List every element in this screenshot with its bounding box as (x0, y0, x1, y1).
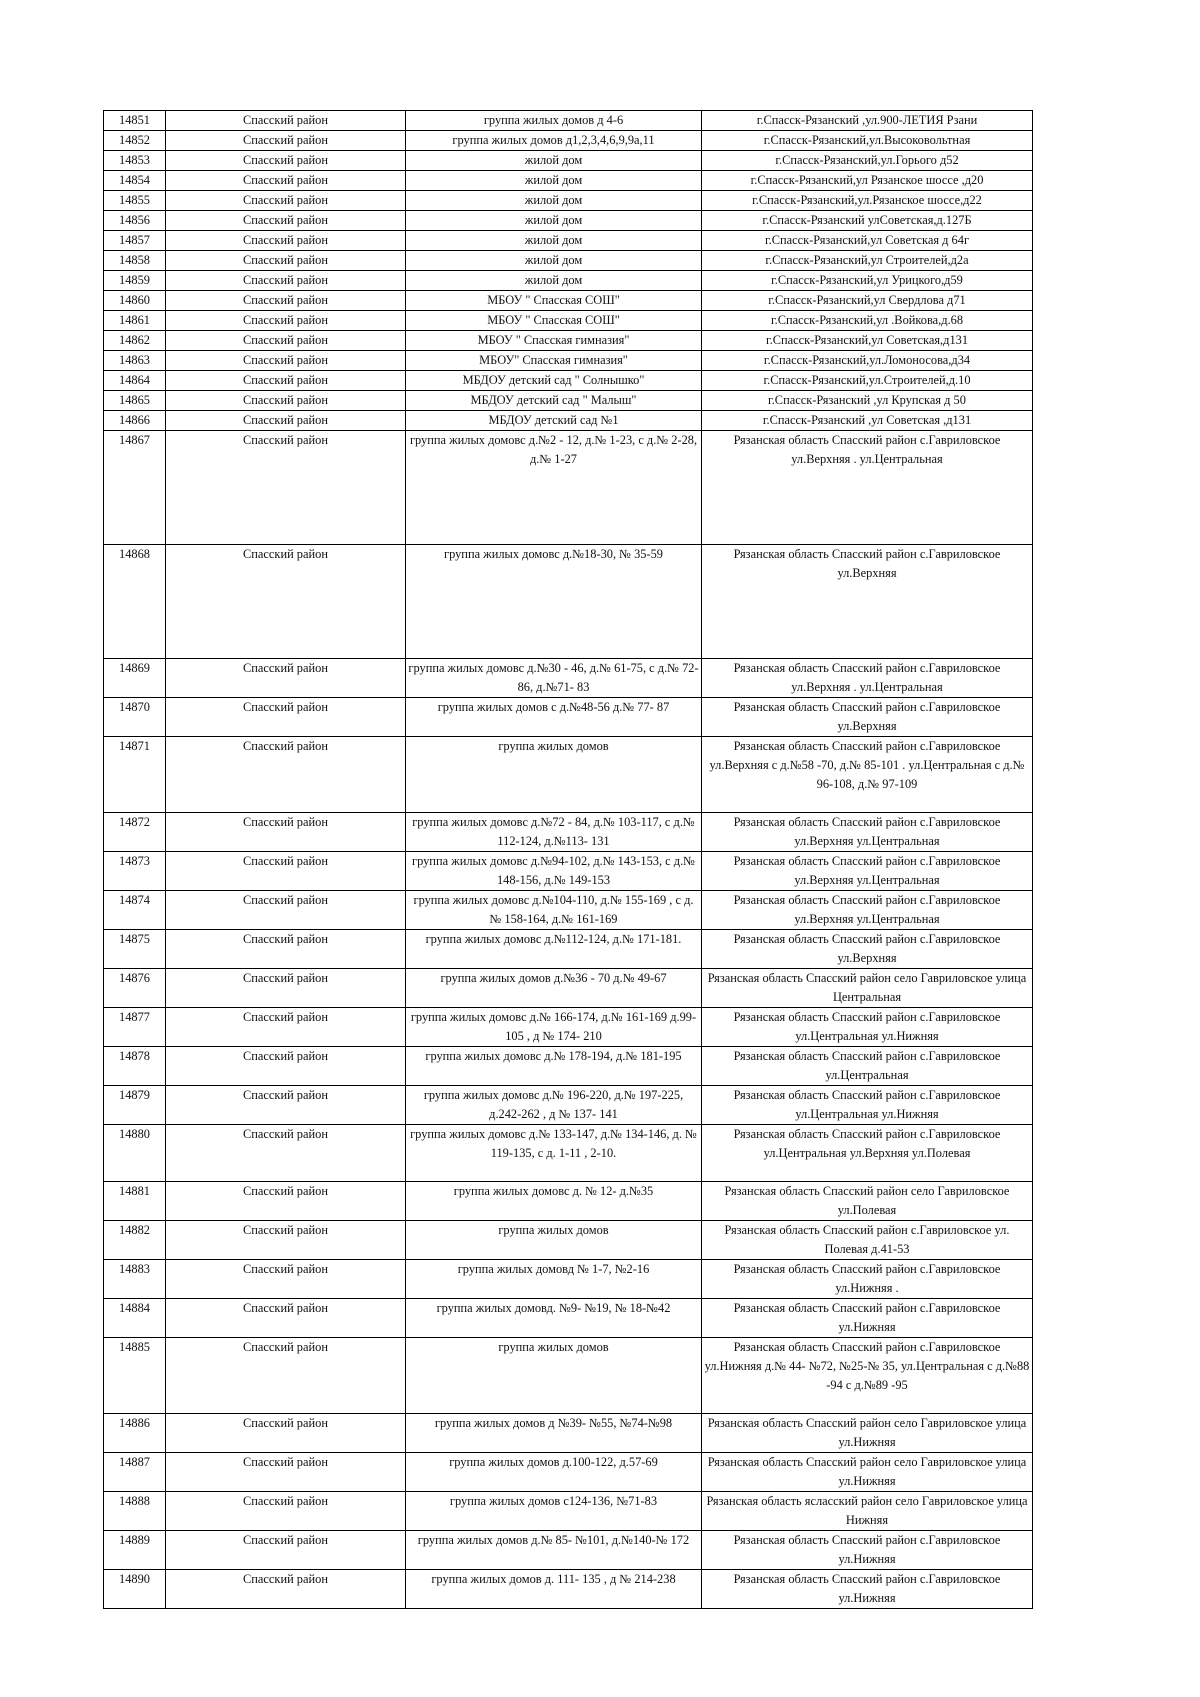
address-cell: Рязанская область Спасский район с.Гавриловское ул.Нижняя (702, 1531, 1033, 1570)
table-row (104, 1008, 1033, 1047)
object-cell: МБДОУ детский сад " Солнышко" (406, 371, 702, 391)
address-cell: Рязанская область Спасский район с.Гавриловское ул.Нижняя д.№ 44- №72, №25-№ 35, ул.Центральная с д.№88 -94 с д.№89 -95 (702, 1338, 1033, 1414)
district-cell: Спасский район (166, 1008, 406, 1047)
table-row (104, 813, 1033, 852)
address-cell: г.Спасск-Рязанский,ул.Ломоносова,д34 (702, 351, 1033, 371)
table-row (104, 331, 1033, 351)
address-cell: Рязанская область Спасский район с.Гавриловское ул.Верхняя ул.Центральная (702, 813, 1033, 852)
district-cell: Спасский район (166, 1453, 406, 1492)
row-number: 14876 (104, 969, 166, 1008)
district-cell: Спасский район (166, 1260, 406, 1299)
table-row (104, 1086, 1033, 1125)
district-cell: Спасский район (166, 251, 406, 271)
address-cell: г.Спасск-Рязанский ,ул.900-ЛЕТИЯ Рзани (702, 111, 1033, 131)
district-cell: Спасский район (166, 371, 406, 391)
row-number: 14881 (104, 1182, 166, 1221)
address-cell: г.Спасск-Рязанский,ул Советская д 64г (702, 231, 1033, 251)
district-cell: Спасский район (166, 852, 406, 891)
object-cell: группа жилых домов (406, 1221, 702, 1260)
object-cell: группа жилых домовд № 1-7, №2-16 (406, 1260, 702, 1299)
row-number: 14883 (104, 1260, 166, 1299)
row-number: 14856 (104, 211, 166, 231)
object-cell: группа жилых домовс д.№30 - 46, д.№ 61-75, с д.№ 72-86, д.№71- 83 (406, 659, 702, 698)
district-cell: Спасский район (166, 1221, 406, 1260)
address-cell: г.Спасск-Рязанский,ул Рязанское шоссе ,д20 (702, 171, 1033, 191)
table-row (104, 891, 1033, 930)
table-row (104, 1299, 1033, 1338)
address-cell: Рязанская область Спасский район село Гавриловское ул.Полевая (702, 1182, 1033, 1221)
address-cell: Рязанская область Спасский район с.Гавриловское ул.Верхняя ул.Центральная (702, 891, 1033, 930)
row-number: 14852 (104, 131, 166, 151)
row-number: 14869 (104, 659, 166, 698)
district-cell: Спасский район (166, 151, 406, 171)
address-cell: г.Спасск-Рязанский ,ул Крупская д 50 (702, 391, 1033, 411)
object-cell: группа жилых домовс д. № 12- д.№35 (406, 1182, 702, 1221)
table-row (104, 151, 1033, 171)
address-cell: Рязанская область Спасский район с.Гавриловское ул.Нижняя (702, 1570, 1033, 1609)
district-cell: Спасский район (166, 211, 406, 231)
district-cell: Спасский район (166, 737, 406, 813)
table-row (104, 131, 1033, 151)
row-number: 14871 (104, 737, 166, 813)
address-cell: Рязанская область Спасский район с.Гавриловское ул.Верхняя ул.Центральная (702, 852, 1033, 891)
address-cell: Рязанская область Спасский район с.Гавриловское ул.Центральная ул.Нижняя (702, 1086, 1033, 1125)
district-cell: Спасский район (166, 1086, 406, 1125)
object-cell: группа жилых домов д №39- №55, №74-№98 (406, 1414, 702, 1453)
address-cell: Рязанская область Спасский район с.Гавриловское ул.Нижняя . (702, 1260, 1033, 1299)
table-row (104, 231, 1033, 251)
table-row (104, 271, 1033, 291)
row-number: 14867 (104, 431, 166, 545)
district-cell: Спасский район (166, 813, 406, 852)
district-cell: Спасский район (166, 969, 406, 1008)
table-row (104, 391, 1033, 411)
row-number: 14888 (104, 1492, 166, 1531)
table-row (104, 737, 1033, 813)
object-cell: группа жилых домовс д.№94-102, д.№ 143-153, с д.№ 148-156, д.№ 149-153 (406, 852, 702, 891)
district-cell: Спасский район (166, 930, 406, 969)
address-cell: Рязанская область Спасский район с.Гавриловское ул.Верхняя . ул.Центральная (702, 431, 1033, 545)
district-cell: Спасский район (166, 231, 406, 251)
row-number: 14864 (104, 371, 166, 391)
row-number: 14874 (104, 891, 166, 930)
object-cell: группа жилых домов д 4-6 (406, 111, 702, 131)
row-number: 14885 (104, 1338, 166, 1414)
row-number: 14858 (104, 251, 166, 271)
object-cell: жилой дом (406, 251, 702, 271)
district-cell: Спасский район (166, 311, 406, 331)
row-number: 14865 (104, 391, 166, 411)
row-number: 14882 (104, 1221, 166, 1260)
district-cell: Спасский район (166, 191, 406, 211)
object-cell: жилой дом (406, 191, 702, 211)
table-row (104, 431, 1033, 545)
object-cell: жилой дом (406, 271, 702, 291)
object-cell: МБДОУ детский сад " Малыш" (406, 391, 702, 411)
object-cell: группа жилых домовс д.№104-110, д.№ 155-169 , с д.№ 158-164, д.№ 161-169 (406, 891, 702, 930)
table-row (104, 1414, 1033, 1453)
table-row (104, 291, 1033, 311)
row-number: 14855 (104, 191, 166, 211)
address-cell: Рязанская область Спасский район с.Гавриловское ул.Верхняя . ул.Центральная (702, 659, 1033, 698)
district-cell: Спасский район (166, 1338, 406, 1414)
object-cell: МБОУ" Спасская гимназия" (406, 351, 702, 371)
object-cell: группа жилых домовс д.№72 - 84, д.№ 103-117, с д.№ 112-124, д.№113- 131 (406, 813, 702, 852)
row-number: 14877 (104, 1008, 166, 1047)
address-cell: г.Спасск-Рязанский,ул Строителей,д2а (702, 251, 1033, 271)
address-cell: Рязанская область Спасский район село Гавриловское улица Центральная (702, 969, 1033, 1008)
object-cell: группа жилых домовс д.№18-30, № 35-59 (406, 545, 702, 659)
table-row (104, 1182, 1033, 1221)
district-cell: Спасский район (166, 1047, 406, 1086)
object-cell: группа жилых домовс д.№112-124, д.№ 171-181. (406, 930, 702, 969)
address-cell: Рязанская область Спасский район с.Гавриловское ул. Полевая д.41-53 (702, 1221, 1033, 1260)
row-number: 14868 (104, 545, 166, 659)
address-cell: Рязанская область Спасский район с.Гавриловское ул.Центральная ул.Нижняя (702, 1008, 1033, 1047)
row-number: 14890 (104, 1570, 166, 1609)
table-row (104, 1125, 1033, 1182)
district-cell: Спасский район (166, 659, 406, 698)
district-cell: Спасский район (166, 1570, 406, 1609)
object-cell: жилой дом (406, 151, 702, 171)
row-number: 14887 (104, 1453, 166, 1492)
row-number: 14875 (104, 930, 166, 969)
row-number: 14860 (104, 291, 166, 311)
object-cell: группа жилых домов (406, 1338, 702, 1414)
row-number: 14872 (104, 813, 166, 852)
table-row (104, 1047, 1033, 1086)
row-number: 14866 (104, 411, 166, 431)
address-cell: Рязанская область ясласский район село Гавриловское улица Нижняя (702, 1492, 1033, 1531)
district-cell: Спасский район (166, 271, 406, 291)
district-cell: Спасский район (166, 431, 406, 545)
address-cell: Рязанская область Спасский район село Гавриловское улица ул.Нижняя (702, 1453, 1033, 1492)
object-cell: группа жилых домовс д.№ 133-147, д.№ 134-146, д. № 119-135, с д. 1-11 , 2-10. (406, 1125, 702, 1182)
table-row (104, 698, 1033, 737)
object-cell: МБОУ " Спасская гимназия" (406, 331, 702, 351)
object-cell: группа жилых домов д. 111- 135 , д № 214-238 (406, 1570, 702, 1609)
table-row (104, 1453, 1033, 1492)
object-cell: группа жилых домовс д.№ 178-194, д.№ 181-195 (406, 1047, 702, 1086)
row-number: 14863 (104, 351, 166, 371)
address-cell: г.Спасск-Рязанский ,ул Советская ,д131 (702, 411, 1033, 431)
row-number: 14880 (104, 1125, 166, 1182)
address-cell: г.Спасск-Рязанский,ул .Войкова,д.68 (702, 311, 1033, 331)
address-cell: г.Спасск-Рязанский,ул.Рязанское шоссе,д22 (702, 191, 1033, 211)
district-cell: Спасский район (166, 1299, 406, 1338)
row-number: 14859 (104, 271, 166, 291)
object-cell: МБОУ " Спасская СОШ" (406, 291, 702, 311)
district-cell: Спасский район (166, 1125, 406, 1182)
object-cell: группа жилых домов д.№36 - 70 д.№ 49-67 (406, 969, 702, 1008)
table-row (104, 251, 1033, 271)
object-cell: группа жилых домов (406, 737, 702, 813)
table-row (104, 1221, 1033, 1260)
table-row (104, 969, 1033, 1008)
district-cell: Спасский район (166, 411, 406, 431)
object-cell: группа жилых домов д1,2,3,4,6,9,9а,11 (406, 131, 702, 151)
district-cell: Спасский район (166, 291, 406, 311)
object-cell: МБОУ " Спасская СОШ" (406, 311, 702, 331)
district-cell: Спасский район (166, 698, 406, 737)
district-cell: Спасский район (166, 545, 406, 659)
table-row (104, 545, 1033, 659)
address-cell: Рязанская область Спасский район с.Гавриловское ул.Верхняя (702, 545, 1033, 659)
address-cell: г.Спасск-Рязанский,ул Советская,д131 (702, 331, 1033, 351)
table-row (104, 659, 1033, 698)
address-registry-table (103, 110, 1033, 1609)
object-cell: жилой дом (406, 231, 702, 251)
address-cell: Рязанская область Спасский район с.Гавриловское ул.Верхняя (702, 698, 1033, 737)
row-number: 14857 (104, 231, 166, 251)
object-cell: группа жилых домов д.№ 85- №101, д.№140-№ 172 (406, 1531, 702, 1570)
address-cell: г.Спасск-Рязанский,ул.Строителей,д.10 (702, 371, 1033, 391)
table-row (104, 111, 1033, 131)
table-row (104, 852, 1033, 891)
district-cell: Спасский район (166, 1531, 406, 1570)
table-row (104, 930, 1033, 969)
object-cell: группа жилых домовс д.№ 196-220, д.№ 197-225, д.242-262 , д № 137- 141 (406, 1086, 702, 1125)
address-cell: Рязанская область Спасский район с.Гавриловское ул.Центральная ул.Верхняя ул.Полевая (702, 1125, 1033, 1182)
district-cell: Спасский район (166, 351, 406, 371)
object-cell: группа жилых домовс д.№ 166-174, д.№ 161-169 д.99-105 , д № 174- 210 (406, 1008, 702, 1047)
object-cell: группа жилых домов с д.№48-56 д.№ 77- 87 (406, 698, 702, 737)
table-row (104, 1260, 1033, 1299)
table-row (104, 1492, 1033, 1531)
district-cell: Спасский район (166, 1414, 406, 1453)
address-cell: Рязанская область Спасский район село Гавриловское улица ул.Нижняя (702, 1414, 1033, 1453)
address-cell: г.Спасск-Рязанский,ул.Горього д52 (702, 151, 1033, 171)
district-cell: Спасский район (166, 131, 406, 151)
address-cell: г.Спасск-Рязанский,ул Урицкого,д59 (702, 271, 1033, 291)
table-row (104, 1531, 1033, 1570)
row-number: 14889 (104, 1531, 166, 1570)
address-cell: г.Спасск-Рязанский,ул Свердлова д71 (702, 291, 1033, 311)
object-cell: жилой дом (406, 171, 702, 191)
object-cell: МБДОУ детский сад №1 (406, 411, 702, 431)
district-cell: Спасский район (166, 171, 406, 191)
row-number: 14853 (104, 151, 166, 171)
row-number: 14884 (104, 1299, 166, 1338)
row-number: 14861 (104, 311, 166, 331)
address-cell: Рязанская область Спасский район с.Гавриловское ул.Центральная (702, 1047, 1033, 1086)
row-number: 14854 (104, 171, 166, 191)
address-cell: г.Спасск-Рязанский,ул.Высоковольтная (702, 131, 1033, 151)
district-cell: Спасский район (166, 1182, 406, 1221)
district-cell: Спасский район (166, 1492, 406, 1531)
address-cell: Рязанская область Спасский район с.Гавриловское ул.Верхняя (702, 930, 1033, 969)
row-number: 14878 (104, 1047, 166, 1086)
table-row (104, 371, 1033, 391)
row-number: 14851 (104, 111, 166, 131)
row-number: 14862 (104, 331, 166, 351)
row-number: 14879 (104, 1086, 166, 1125)
address-cell: Рязанская область Спасский район с.Гавриловское ул.Нижняя (702, 1299, 1033, 1338)
row-number: 14886 (104, 1414, 166, 1453)
table-row (104, 171, 1033, 191)
table-row (104, 191, 1033, 211)
object-cell: группа жилых домовд. №9- №19, № 18-№42 (406, 1299, 702, 1338)
object-cell: группа жилых домов д.100-122, д.57-69 (406, 1453, 702, 1492)
district-cell: Спасский район (166, 331, 406, 351)
district-cell: Спасский район (166, 891, 406, 930)
table-row (104, 211, 1033, 231)
object-cell: группа жилых домовс д.№2 - 12, д.№ 1-23, с д.№ 2-28, д.№ 1-27 (406, 431, 702, 545)
district-cell: Спасский район (166, 111, 406, 131)
address-cell: г.Спасск-Рязанский улСоветская,д.127Б (702, 211, 1033, 231)
table-row (104, 351, 1033, 371)
row-number: 14873 (104, 852, 166, 891)
row-number: 14870 (104, 698, 166, 737)
table-row (104, 1338, 1033, 1414)
object-cell: группа жилых домов с124-136, №71-83 (406, 1492, 702, 1531)
registry-body (104, 111, 1033, 1609)
table-row (104, 411, 1033, 431)
address-cell: Рязанская область Спасский район с.Гавриловское ул.Верхняя с д.№58 -70, д.№ 85-101 . ул.Центральная с д.№ 96-108, д.№ 97-109 (702, 737, 1033, 813)
object-cell: жилой дом (406, 211, 702, 231)
district-cell: Спасский район (166, 391, 406, 411)
table-row (104, 1570, 1033, 1609)
table-row (104, 311, 1033, 331)
